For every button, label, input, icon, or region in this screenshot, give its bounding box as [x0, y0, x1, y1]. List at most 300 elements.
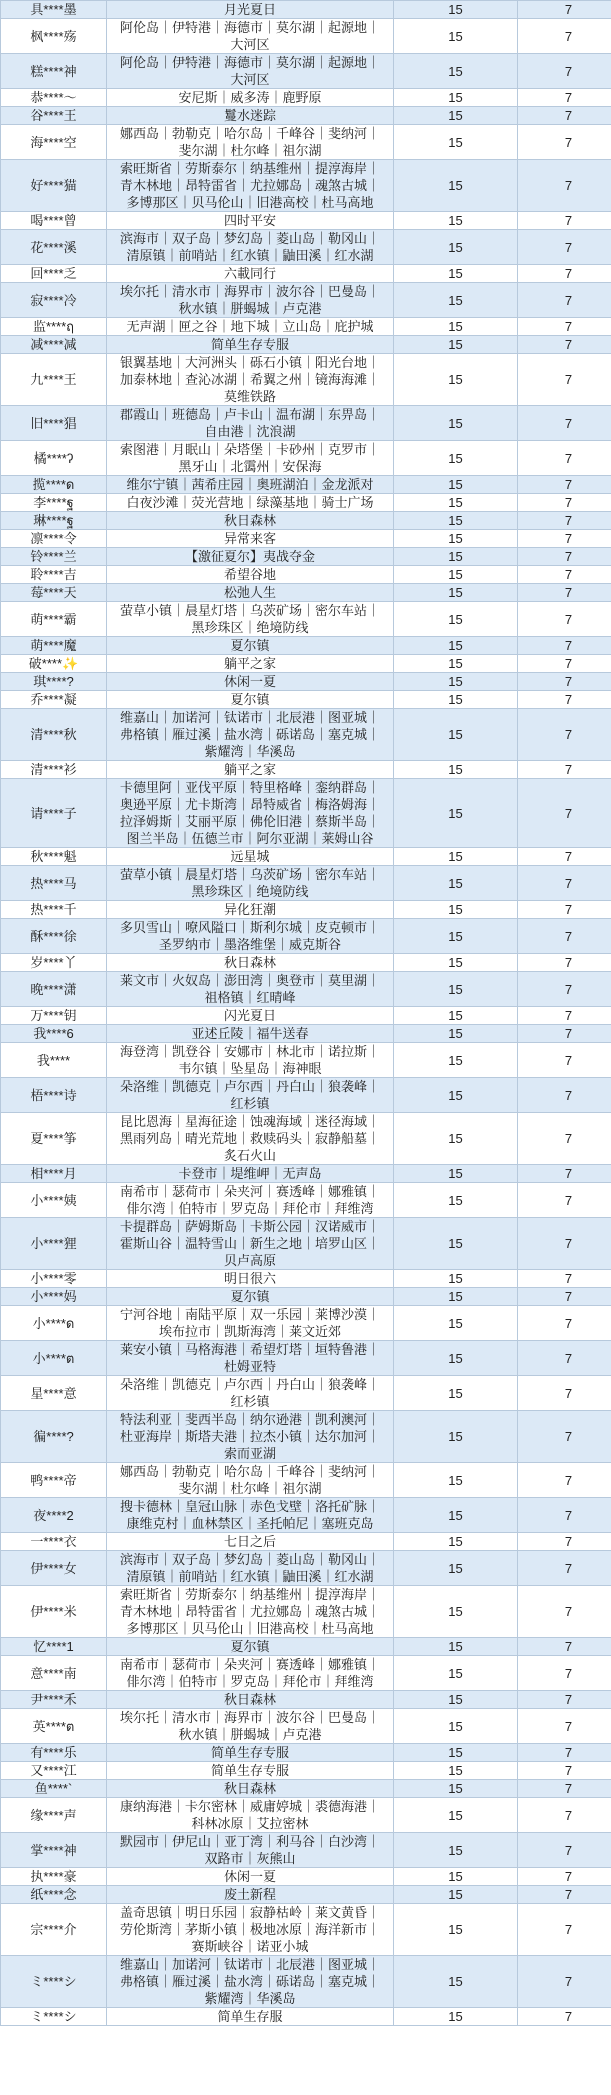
table-row [1, 19, 611, 54]
table-row [1, 125, 611, 160]
map-list-cell [107, 1411, 394, 1463]
player-name-cell: 破****✨ [1, 655, 107, 673]
table-row [1, 602, 611, 637]
map-list-line: 异化狂潮 [223, 902, 276, 917]
table-row [1, 1656, 611, 1691]
map-list-line: 海登湾｜凯登谷｜安娜市｜林北市｜诺拉斯｜ [119, 1044, 380, 1059]
value-cell: 7 [518, 512, 611, 530]
value-cell: 15 [394, 1638, 518, 1656]
value-cell: 7 [518, 336, 611, 354]
player-name-cell: 夏****筝 [1, 1113, 107, 1165]
map-list-line: 秋日森林 [223, 1781, 276, 1796]
table-row [1, 406, 611, 441]
table-row [1, 1043, 611, 1078]
table-row [1, 566, 611, 584]
value-cell: 7 [518, 1868, 611, 1886]
map-list-line: 圣罗纳市｜墨洛维堡｜威克斯谷 [158, 937, 341, 952]
map-list-line: 夏尔镇 [230, 1289, 270, 1304]
player-name-cell: 清****衫 [1, 761, 107, 779]
table-row [1, 476, 611, 494]
value-cell: 7 [518, 1113, 611, 1165]
map-list-line: 霍斯山谷｜温特雪山｜新生之地｜培罗山区｜ [119, 1236, 380, 1251]
player-name-cell: 秋****魁 [1, 848, 107, 866]
player-name-cell: 意****南 [1, 1656, 107, 1691]
table-body [1, 1, 611, 2026]
player-name-cell: 我****6 [1, 1025, 107, 1043]
value-cell: 15 [394, 283, 518, 318]
value-cell: 15 [394, 1376, 518, 1411]
value-cell: 15 [394, 1463, 518, 1498]
value-cell: 7 [518, 848, 611, 866]
map-list-line: 安尼斯｜威多涛｜鹿野原 [178, 90, 322, 105]
map-list-line: 青木林地｜昂特雷省｜尤拉娜岛｜魂煞古城｜ [119, 1604, 380, 1619]
player-name-cell: 万****钥 [1, 1007, 107, 1025]
table-row [1, 1586, 611, 1638]
value-cell: 15 [394, 1868, 518, 1886]
player-name-cell: 揽****ด [1, 476, 107, 494]
value-cell: 15 [394, 1288, 518, 1306]
map-list-cell [107, 1498, 394, 1533]
value-cell: 7 [518, 125, 611, 160]
value-cell: 7 [518, 1, 611, 19]
map-list-line: 娜西岛｜勃勒克｜哈尔岛｜千峰谷｜斐纳河｜ [119, 1464, 380, 1479]
value-cell: 15 [394, 655, 518, 673]
value-cell: 7 [518, 265, 611, 283]
value-cell: 7 [518, 548, 611, 566]
table-row [1, 318, 611, 336]
map-list-line: 大河区 [230, 72, 270, 87]
map-list-line: 拉泽姆斯｜艾丽平原｜佛伦旧港｜蔡斯半岛｜ [119, 814, 380, 829]
value-cell: 15 [394, 107, 518, 125]
table-row [1, 709, 611, 761]
value-cell: 15 [394, 1306, 518, 1341]
map-list-line: 卡提群岛｜萨姆斯岛｜卡斯公园｜汉诺威市｜ [119, 1219, 380, 1234]
map-list-cell [107, 125, 394, 160]
value-cell: 15 [394, 54, 518, 89]
value-cell: 15 [394, 1218, 518, 1270]
map-list-line: 宁河谷地｜南陆平原｜双一乐园｜莱博沙漠｜ [119, 1307, 380, 1322]
map-list-cell [107, 1956, 394, 2008]
value-cell: 15 [394, 1551, 518, 1586]
table-row [1, 972, 611, 1007]
map-list-cell [107, 265, 394, 283]
player-name-cell: 小****ต [1, 1341, 107, 1376]
map-list-line: 秋水镇｜胼蝎城｜卢克港 [178, 301, 322, 316]
value-cell: 7 [518, 1780, 611, 1798]
table-row [1, 848, 611, 866]
map-list-cell [107, 1218, 394, 1270]
map-list-line: 多贝雪山｜嘹风隘口｜斯利尔城｜皮克顿市｜ [119, 920, 380, 935]
value-cell: 15 [394, 901, 518, 919]
value-cell: 15 [394, 848, 518, 866]
value-cell: 7 [518, 1306, 611, 1341]
player-name-cell: 英****ต [1, 1709, 107, 1744]
player-name-cell: 夜****2 [1, 1498, 107, 1533]
value-cell: 7 [518, 637, 611, 655]
table-row [1, 283, 611, 318]
player-name-cell: 喝****曾 [1, 212, 107, 230]
value-cell: 15 [394, 354, 518, 406]
table-row [1, 1868, 611, 1886]
value-cell: 7 [518, 1956, 611, 2008]
map-list-line: 清原镇｜前哨站｜红水镇｜鼬田溪｜红水湖 [126, 248, 374, 263]
map-list-cell [107, 1165, 394, 1183]
map-list-line: 卡登市｜堤维岬｜无声岛 [178, 1166, 322, 1181]
map-list-cell [107, 160, 394, 212]
map-list-cell [107, 1762, 394, 1780]
map-list-line: 盖奇思镇｜明日乐园｜寂静枯岭｜莱文黄昏｜ [119, 1905, 380, 1920]
value-cell: 15 [394, 406, 518, 441]
player-name-cell: 伊****米 [1, 1586, 107, 1638]
player-name-cell: 聆****吉 [1, 566, 107, 584]
value-cell: 7 [518, 866, 611, 901]
map-list-line: 简单生存专服 [210, 1745, 289, 1760]
value-cell: 15 [394, 2008, 518, 2026]
value-cell: 7 [518, 1498, 611, 1533]
map-list-cell [107, 1638, 394, 1656]
value-cell: 15 [394, 336, 518, 354]
table-row [1, 1886, 611, 1904]
value-cell: 15 [394, 1183, 518, 1218]
map-list-cell [107, 1709, 394, 1744]
map-list-line: 康维克村｜血林禁区｜圣托帕尼｜塞班克岛 [126, 1516, 374, 1531]
player-name-cell: 相****月 [1, 1165, 107, 1183]
map-list-line: 科林冰原｜艾拉密林 [191, 1816, 309, 1831]
value-cell: 15 [394, 866, 518, 901]
value-cell: 7 [518, 709, 611, 761]
map-list-line: 紫耀湾｜华溪岛 [204, 744, 296, 759]
table-row [1, 866, 611, 901]
map-list-line: 希望谷地 [223, 567, 276, 582]
player-name-cell: 旧****猖 [1, 406, 107, 441]
map-list-cell [107, 318, 394, 336]
table-row [1, 1904, 611, 1956]
value-cell: 15 [394, 602, 518, 637]
map-list-line: 紫耀湾｜华溪岛 [204, 1991, 296, 2006]
table-row [1, 1270, 611, 1288]
map-list-line: 搜卡德林｜皇冠山脉｜赤色戈壁｜洛托矿脉｜ [119, 1499, 380, 1514]
player-name-cell: ミ****シ [1, 1956, 107, 2008]
table-row [1, 54, 611, 89]
map-list-line: 银翼基地｜大河洲头｜砾石小镇｜阳光台地｜ [119, 355, 380, 370]
player-name-cell: 鸭****帝 [1, 1463, 107, 1498]
player-name-cell: 星****意 [1, 1376, 107, 1411]
map-list-line: 秋日森林 [223, 513, 276, 528]
value-cell: 15 [394, 1780, 518, 1798]
table-row [1, 1833, 611, 1868]
map-list-line: 埃尔托｜清水市｜海界市｜波尔谷｜巴曼岛｜ [119, 284, 380, 299]
map-list-line: 黑雨列岛｜晴光荒地｜救赎码头｜寂静船墓｜ [119, 1131, 380, 1146]
table-row [1, 548, 611, 566]
value-cell: 15 [394, 1691, 518, 1709]
player-name-cell: 请****子 [1, 779, 107, 848]
table-row [1, 1551, 611, 1586]
value-cell: 7 [518, 530, 611, 548]
table-row [1, 1007, 611, 1025]
value-cell: 15 [394, 441, 518, 476]
map-list-line: 秋日森林 [223, 955, 276, 970]
value-cell: 7 [518, 1463, 611, 1498]
map-list-line: 夏尔镇 [230, 692, 270, 707]
map-list-line: 月光夏日 [223, 2, 276, 17]
map-list-line: 躺平之家 [223, 762, 276, 777]
value-cell: 15 [394, 1270, 518, 1288]
table-row [1, 1691, 611, 1709]
map-list-cell [107, 1043, 394, 1078]
map-list-cell [107, 972, 394, 1007]
table-row [1, 265, 611, 283]
value-cell: 15 [394, 548, 518, 566]
player-name-cell: 九****王 [1, 354, 107, 406]
player-name-cell: 酥****徐 [1, 919, 107, 954]
player-name-cell: 恭****～ [1, 89, 107, 107]
map-list-cell [107, 230, 394, 265]
player-name-cell: 回****乏 [1, 265, 107, 283]
map-list-line: 默园市｜伊尼山｜亚丁湾｜利马谷｜白沙湾｜ [119, 1834, 380, 1849]
map-list-cell [107, 954, 394, 972]
table-row [1, 761, 611, 779]
value-cell: 7 [518, 1270, 611, 1288]
map-list-line: 【激征夏尔】夷战夺金 [184, 549, 315, 564]
value-cell: 7 [518, 1043, 611, 1078]
map-list-line: 弗格镇｜雁过溪｜盐水湾｜砾诺岛｜塞克城｜ [119, 1974, 380, 1989]
value-cell: 7 [518, 212, 611, 230]
table-row [1, 1, 611, 19]
table-row [1, 230, 611, 265]
player-name-cell: 寂****冷 [1, 283, 107, 318]
table-row [1, 901, 611, 919]
player-name-cell: 鱼****` [1, 1780, 107, 1798]
value-cell: 15 [394, 779, 518, 848]
value-cell: 7 [518, 1638, 611, 1656]
map-list-cell [107, 1656, 394, 1691]
map-list-line: 闪光夏日 [223, 1008, 276, 1023]
map-list-line: 埃布拉市｜凯斯海湾｜莱文近郊 [158, 1324, 341, 1339]
map-list-cell [107, 512, 394, 530]
map-list-cell [107, 1463, 394, 1498]
map-list-line: 贝卢高原 [223, 1253, 276, 1268]
value-cell: 7 [518, 1833, 611, 1868]
table-row [1, 107, 611, 125]
map-list-line: 索而亚湖 [223, 1446, 276, 1461]
map-list-line: 斐尔湖｜杜尔峰｜祖尔湖 [178, 143, 322, 158]
map-list-line: 休闲一夏 [223, 674, 276, 689]
value-cell: 15 [394, 1798, 518, 1833]
map-list-line: 俳尔湾｜伯特市｜罗克岛｜拜伦市｜拜维湾 [126, 1674, 374, 1689]
value-cell: 15 [394, 512, 518, 530]
value-cell: 15 [394, 1886, 518, 1904]
map-list-line: 清原镇｜前哨站｜红水镇｜鼬田溪｜红水湖 [126, 1569, 374, 1584]
map-list-cell [107, 866, 394, 901]
value-cell: 7 [518, 318, 611, 336]
player-name-cell: 小****妈 [1, 1288, 107, 1306]
player-name-cell: 海****空 [1, 125, 107, 160]
player-name-cell: 有****乐 [1, 1744, 107, 1762]
value-cell: 7 [518, 655, 611, 673]
table-row [1, 1078, 611, 1113]
player-name-cell: 热****千 [1, 901, 107, 919]
map-list-line: 郡霞山｜班德岛｜卢卡山｜温布湖｜东畀岛｜ [119, 407, 380, 422]
table-row [1, 637, 611, 655]
map-list-line: 炙石火山 [223, 1148, 276, 1163]
value-cell: 7 [518, 1165, 611, 1183]
table-row [1, 1218, 611, 1270]
player-name-cell: 监****ฤ [1, 318, 107, 336]
map-list-cell [107, 673, 394, 691]
table-row [1, 354, 611, 406]
value-cell: 15 [394, 1833, 518, 1868]
map-list-cell [107, 1886, 394, 1904]
value-cell: 15 [394, 566, 518, 584]
map-list-cell [107, 1341, 394, 1376]
table-row [1, 160, 611, 212]
map-list-line: 杜姆亚特 [223, 1359, 276, 1374]
value-cell: 7 [518, 1078, 611, 1113]
map-list-cell [107, 1113, 394, 1165]
value-cell: 7 [518, 1691, 611, 1709]
map-list-line: 阿伦岛｜伊特港｜海德市｜莫尔湖｜起源地｜ [119, 20, 380, 35]
map-list-line: 多博那区｜贝马伦山｜旧港高校｜杜马高地 [126, 1621, 374, 1636]
value-cell: 7 [518, 1762, 611, 1780]
table-row [1, 494, 611, 512]
value-cell: 15 [394, 919, 518, 954]
table-row [1, 1709, 611, 1744]
value-cell: 7 [518, 54, 611, 89]
player-name-cell: 李****ฐ [1, 494, 107, 512]
value-cell: 15 [394, 494, 518, 512]
map-list-cell [107, 2008, 394, 2026]
map-list-cell [107, 494, 394, 512]
value-cell: 15 [394, 212, 518, 230]
map-list-line: 黑珍珠区｜绝境防线 [191, 620, 309, 635]
table-row [1, 1780, 611, 1798]
value-cell: 15 [394, 1411, 518, 1463]
value-cell: 15 [394, 230, 518, 265]
map-list-line: 白夜沙滩｜荧光营地｜绿藻基地｜骑士广场 [126, 495, 374, 510]
player-name-cell: 我**** [1, 1043, 107, 1078]
value-cell: 15 [394, 1956, 518, 2008]
map-list-cell [107, 19, 394, 54]
table-row [1, 1025, 611, 1043]
table-row [1, 336, 611, 354]
value-cell: 7 [518, 1709, 611, 1744]
player-name-cell: 执****豪 [1, 1868, 107, 1886]
map-list-line: 维嘉山｜加诺河｜钛诺市｜北辰港｜图亚城｜ [119, 710, 380, 725]
map-list-line: 远星城 [230, 849, 270, 864]
map-list-line: 昆比恩海｜星海征途｜蚀魂海域｜迷径海域｜ [119, 1114, 380, 1129]
map-list-line: 明日很六 [223, 1271, 276, 1286]
value-cell: 7 [518, 160, 611, 212]
map-list-line: 躺平之家 [223, 656, 276, 671]
map-list-line: 莱安小镇｜马格海港｜希望灯塔｜垣特鲁港｜ [119, 1342, 380, 1357]
table-row [1, 1638, 611, 1656]
value-cell: 15 [394, 1656, 518, 1691]
table-row [1, 1411, 611, 1463]
value-cell: 7 [518, 566, 611, 584]
map-list-line: 莫维铁路 [223, 389, 276, 404]
value-cell: 7 [518, 1533, 611, 1551]
value-cell: 15 [394, 265, 518, 283]
map-list-cell [107, 354, 394, 406]
player-name-cell: 铃****兰 [1, 548, 107, 566]
player-name-cell: 琳****ฐ [1, 512, 107, 530]
value-cell: 15 [394, 584, 518, 602]
player-name-cell: 橘****ʔ [1, 441, 107, 476]
map-list-cell [107, 107, 394, 125]
value-cell: 15 [394, 1904, 518, 1956]
map-list-cell [107, 637, 394, 655]
player-name-cell: ミ****シ [1, 2008, 107, 2026]
table-row [1, 1463, 611, 1498]
player-name-cell: 乔****凝 [1, 691, 107, 709]
table-row [1, 779, 611, 848]
value-cell: 7 [518, 107, 611, 125]
value-cell: 7 [518, 1886, 611, 1904]
map-list-cell [107, 89, 394, 107]
table-row [1, 1956, 611, 2008]
table-row [1, 1165, 611, 1183]
map-list-cell [107, 1, 394, 19]
table-row [1, 530, 611, 548]
map-list-line: 黑牙山｜北霭州｜安保海 [178, 459, 322, 474]
table-row [1, 655, 611, 673]
map-list-cell [107, 655, 394, 673]
value-cell: 7 [518, 494, 611, 512]
value-cell: 7 [518, 1744, 611, 1762]
value-cell: 15 [394, 89, 518, 107]
map-list-cell [107, 1551, 394, 1586]
player-name-cell: 清****秋 [1, 709, 107, 761]
map-list-line: 黑珍珠区｜绝境防线 [191, 884, 309, 899]
value-cell: 7 [518, 1288, 611, 1306]
map-list-cell [107, 1025, 394, 1043]
value-cell: 7 [518, 901, 611, 919]
value-cell: 15 [394, 1007, 518, 1025]
value-cell: 15 [394, 125, 518, 160]
table-row [1, 1288, 611, 1306]
map-list-line: 简单生存专服 [210, 1763, 289, 1778]
player-name-cell: 莓****天 [1, 584, 107, 602]
player-name-cell: 小****ด [1, 1306, 107, 1341]
map-list-cell [107, 1780, 394, 1798]
value-cell: 7 [518, 1183, 611, 1218]
map-list-line: 秋水镇｜胼蝎城｜卢克港 [178, 1727, 322, 1742]
player-name-cell: 掌****神 [1, 1833, 107, 1868]
map-list-cell [107, 476, 394, 494]
value-cell: 15 [394, 1533, 518, 1551]
value-cell: 7 [518, 1341, 611, 1376]
map-list-line: 维嘉山｜加诺河｜钛诺市｜北辰港｜图亚城｜ [119, 1957, 380, 1972]
map-list-line: 无声湖｜匣之谷｜地下城｜立山岛｜庇护城 [126, 319, 374, 334]
map-list-line: 卡德里阿｜亚伐平原｜特里格峰｜銮纳群岛｜ [119, 780, 380, 795]
player-name-cell: 纸****念 [1, 1886, 107, 1904]
map-list-line: 祖格镇｜红晴峰 [204, 990, 296, 1005]
map-list-line: 埃尔托｜清水市｜海界市｜波尔谷｜巴曼岛｜ [119, 1710, 380, 1725]
map-list-line: 劳伦斯湾｜茅斯小镇｜极地冰原｜海洋新市｜ [119, 1922, 380, 1937]
map-list-cell [107, 1904, 394, 1956]
table-row [1, 1376, 611, 1411]
player-name-cell: 小****狸 [1, 1218, 107, 1270]
map-list-cell [107, 1078, 394, 1113]
map-list-line: 赛斯峡谷｜诺亚小城 [191, 1939, 309, 1954]
map-list-line: 六載同行 [223, 266, 276, 281]
value-cell: 7 [518, 1411, 611, 1463]
table-row [1, 1798, 611, 1833]
map-list-line: 萤草小镇｜晨星灯塔｜乌茨矿场｜密尔车站｜ [119, 603, 380, 618]
map-list-cell [107, 901, 394, 919]
map-list-line: 休闲一夏 [223, 1869, 276, 1884]
value-cell: 7 [518, 1218, 611, 1270]
